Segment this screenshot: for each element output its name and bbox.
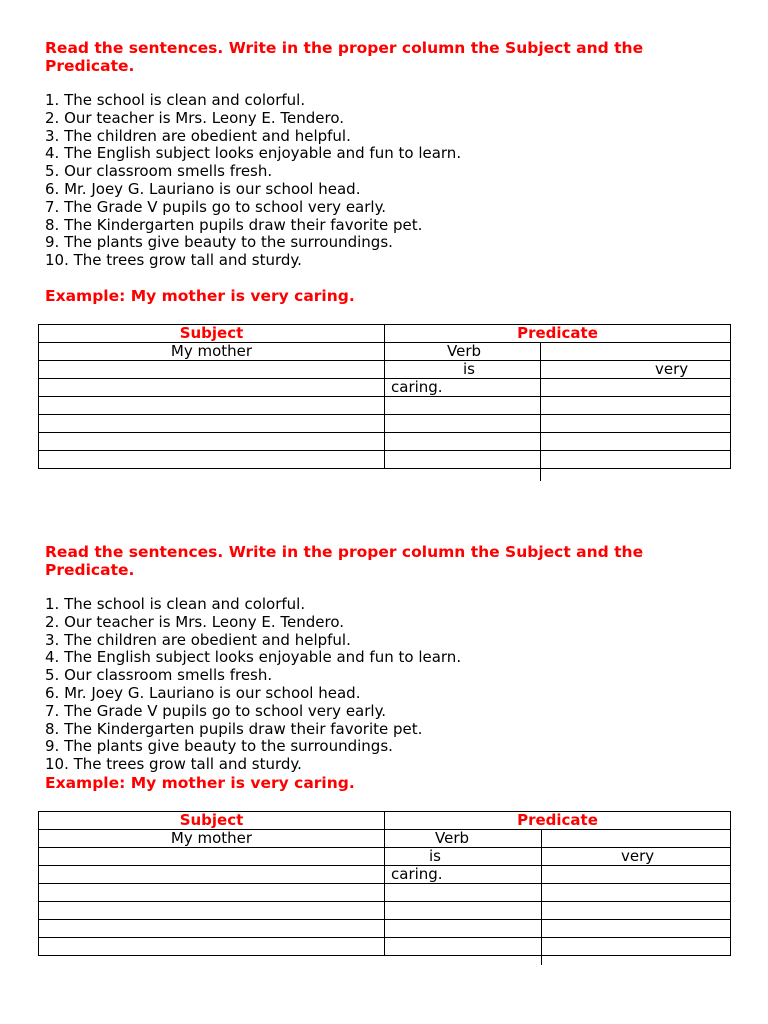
example-predicate-cell [385, 360, 731, 396]
sentence-item: 9. The plants give beauty to the surroundings. [45, 737, 393, 756]
answer-subject-cell[interactable] [39, 433, 385, 451]
sentence-item: 10. The trees grow tall and sturdy. [45, 251, 302, 270]
predicate-word: caring. [391, 378, 443, 396]
verb-label: Verb [435, 829, 470, 847]
verb-divider-line [540, 343, 541, 481]
sentence-item: 3. The children are obedient and helpful. [45, 126, 351, 145]
answer-predicate-cell[interactable] [385, 920, 731, 938]
subject-predicate-table-1 [38, 324, 731, 469]
answer-predicate-cell[interactable] [385, 397, 731, 415]
instruction-text: Read the sentences. Write in the proper column the Subject and the Predicate. [45, 39, 644, 75]
answer-subject-cell[interactable] [39, 361, 385, 379]
sentence-list [45, 596, 735, 774]
sentence-item: 5. Our classroom smells fresh. [45, 162, 273, 181]
sentence-item: 8. The Kindergarten pupils draw their favorite pet. [45, 215, 423, 234]
answer-subject-cell[interactable] [39, 379, 385, 397]
answer-subject-cell[interactable] [39, 884, 385, 902]
sentence-item: 5. Our classroom smells fresh. [45, 666, 273, 685]
example-subject-cell: My mother [39, 830, 385, 848]
verb-label-cell [385, 830, 731, 848]
answer-predicate-cell[interactable] [385, 433, 731, 451]
sentence-item: 8. The Kindergarten pupils draw their favorite pet. [45, 719, 423, 738]
sentence-item: 9. The plants give beauty to the surroundings. [45, 233, 393, 252]
verb-divider-line [541, 830, 542, 965]
answer-predicate-cell[interactable] [385, 902, 731, 920]
answer-subject-cell[interactable] [39, 938, 385, 956]
answer-subject-cell[interactable] [39, 902, 385, 920]
predicate-header: Predicate [385, 812, 731, 830]
answer-subject-cell[interactable] [39, 848, 385, 866]
sentence-item: 4. The English subject looks enjoyable and fun to learn. [45, 144, 462, 163]
predicate-word: very [621, 847, 655, 865]
answer-predicate-cell[interactable] [385, 451, 731, 469]
answer-subject-cell[interactable] [39, 415, 385, 433]
subject-header: Subject [39, 812, 385, 830]
example-predicate-cell [385, 847, 731, 883]
verb-label-cell [385, 343, 731, 361]
answer-predicate-cell[interactable] [385, 866, 731, 884]
worksheet-section-2 [45, 543, 735, 792]
predicate-word: very [655, 360, 689, 378]
sentence-item: 7. The Grade V pupils go to school very early. [45, 701, 387, 720]
example-text: Example: My mother is very caring. [45, 773, 355, 792]
example-subject-cell: My mother [39, 343, 385, 361]
sentence-item: 6. Mr. Joey G. Lauriano is our school head. [45, 179, 361, 198]
sentence-item: 2. Our teacher is Mrs. Leony E. Tendero. [45, 108, 345, 127]
verb-label: Verb [447, 342, 482, 360]
predicate-word: caring. [391, 865, 443, 883]
answer-subject-cell[interactable] [39, 397, 385, 415]
sentence-item: 4. The English subject looks enjoyable and fun to learn. [45, 648, 462, 667]
answer-predicate-cell[interactable] [385, 884, 731, 902]
answer-subject-cell[interactable] [39, 451, 385, 469]
answer-predicate-cell[interactable] [385, 938, 731, 956]
sentence-item: 3. The children are obedient and helpful. [45, 630, 351, 649]
sentence-item: 6. Mr. Joey G. Lauriano is our school head. [45, 683, 361, 702]
sentence-item: 7. The Grade V pupils go to school very early. [45, 197, 387, 216]
answer-predicate-cell[interactable] [385, 379, 731, 397]
instruction-text: Read the sentences. Write in the proper column the Subject and the Predicate. [45, 543, 644, 579]
predicate-header: Predicate [385, 325, 731, 343]
verb-word: is [429, 847, 441, 865]
sentence-list [45, 92, 735, 270]
subject-predicate-table-2 [38, 811, 731, 956]
subject-header: Subject [39, 325, 385, 343]
worksheet-section-1 [45, 39, 735, 305]
verb-word: is [463, 360, 475, 378]
sentence-item: 10. The trees grow tall and sturdy. [45, 755, 302, 774]
example-text: Example: My mother is very caring. [45, 286, 355, 305]
answer-subject-cell[interactable] [39, 866, 385, 884]
sentence-item: 1. The school is clean and colorful. [45, 91, 306, 109]
sentence-item: 1. The school is clean and colorful. [45, 595, 306, 613]
sentence-item: 2. Our teacher is Mrs. Leony E. Tendero. [45, 612, 345, 631]
answer-subject-cell[interactable] [39, 920, 385, 938]
answer-predicate-cell[interactable] [385, 415, 731, 433]
